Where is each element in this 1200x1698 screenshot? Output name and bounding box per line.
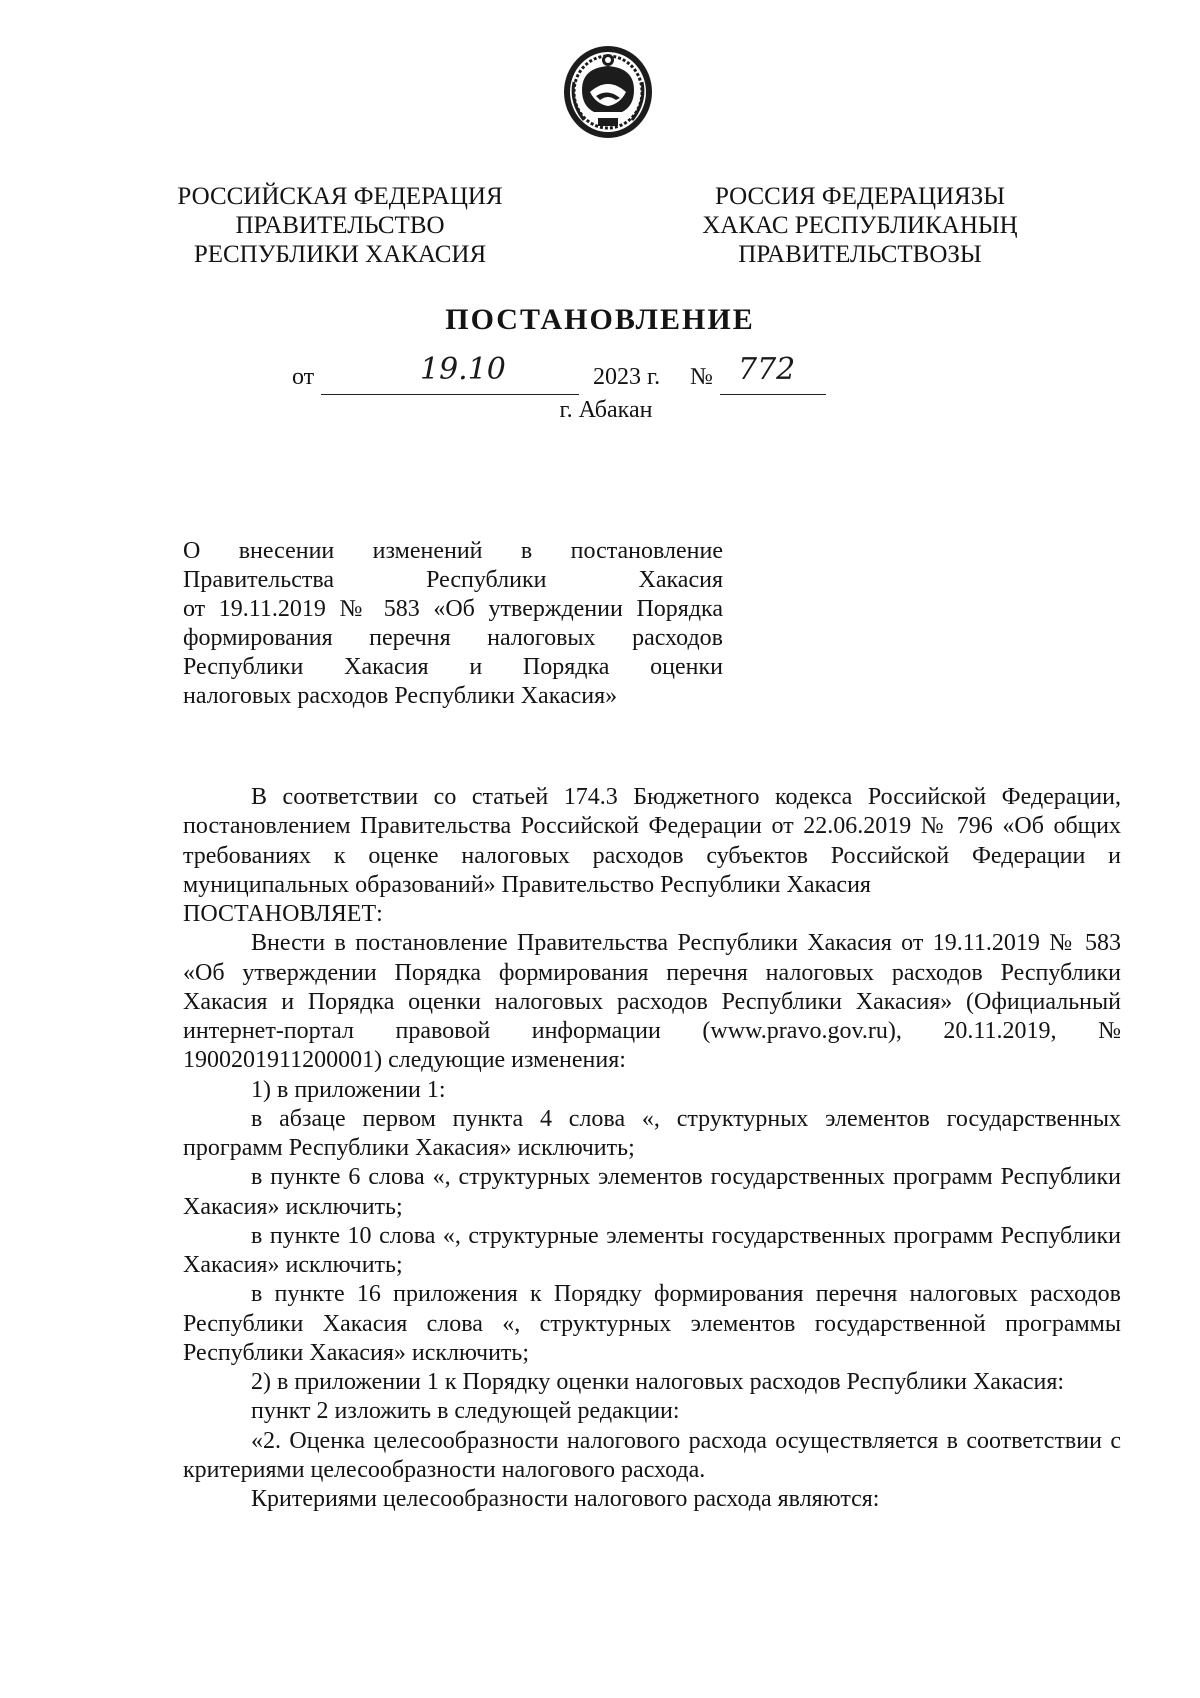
subject-line: от 19.11.2019 № 583 «Об утверждении Порядка (183, 596, 723, 622)
body-paragraph: пункт 2 изложить в следующей редакции: (251, 1398, 680, 1425)
subject-line: О внесении изменений в постановление (183, 538, 723, 564)
body-paragraph: в абзаце первом пункта 4 слова «, структурных элементов государственных программ Республики Хакасия» исключить; (183, 1105, 1121, 1161)
body-paragraph: в пункте 10 слова «, структурные элементы государственных программ Республики Хакасия» исключить; (183, 1222, 1121, 1278)
header-right-line: РОССИЯ ФЕДЕРАЦИЯЗЫ (714, 183, 1006, 210)
subject-line: Правительства Республики Хакасия (183, 567, 723, 593)
header-left-line: ПРАВИТЕЛЬСТВО (235, 212, 445, 239)
handwritten-number: 772 (738, 352, 796, 387)
subject-line: формирования перечня налоговых расходов (183, 625, 723, 651)
body-paragraph: в пункте 6 слова «, структурных элементов государственных программ Республики Хакасия» исключить; (183, 1164, 1121, 1220)
number-underline (720, 394, 826, 395)
body-paragraph: «2. Оценка целесообразности налогового расхода осуществляется в соответствии с критериями целесообразности налогового расхода. (183, 1427, 1121, 1483)
body-paragraph: Внести в постановление Правительства Республики Хакасия от 19.11.2019 № 583 «Об утверждении Порядка формирования перечня налоговых расходов Республики Хакасия и Порядка оценки налоговых расходов Республики Хакасия» (Официальный интернет-портал правовой информации (www.pravo.gov.ru), 20.11.2019, № 1900201911200001) следующие изменения: (183, 930, 1121, 1074)
body-paragraph: В соответствии со статьей 174.3 Бюджетного кодекса Российской Федерации, постановлением Правительства Российской Федерации от 22.06.2019 № 796 «Об общих требованиях к оценке налоговых расходов субъектов Российской Федерации и муниципальных образований» Правительство Республики Хакасия (183, 784, 1121, 898)
subject-line: налоговых расходов Республики Хакасия» (183, 683, 618, 709)
number-label: № (690, 364, 713, 390)
header-right-line: ПРАВИТЕЛЬСТВОЗЫ (738, 241, 982, 268)
body-paragraph: 1) в приложении 1: (251, 1076, 446, 1103)
date-underline (321, 394, 579, 395)
resolution-word: ПОСТАНОВЛЯЕТ: (183, 901, 383, 927)
header-right-block (660, 182, 1060, 269)
handwritten-date: 19.10 (420, 352, 506, 387)
body-paragraph: в пункте 16 приложения к Порядку формирования перечня налоговых расходов Республики Хакасия слова «, структурных элементов государственной программы Республики Хакасия» исключить; (183, 1281, 1121, 1366)
header-left-line: РОССИЙСКАЯ ФЕДЕРАЦИЯ (177, 183, 503, 210)
header-right-line: ХАКАС РЕСПУБЛИКАНЫҢ (702, 212, 1018, 239)
city-label: г. Абакан (559, 397, 653, 423)
coat-of-arms-emblem (560, 42, 656, 142)
from-label: от (292, 364, 315, 390)
body-paragraph: Критериями целесообразности налогового расхода являются: (251, 1486, 880, 1512)
year-label: 2023 г. (593, 364, 661, 390)
document-body (183, 783, 1121, 1514)
document-type-title: ПОСТАНОВЛЕНИЕ (445, 303, 755, 336)
header-left-block (150, 182, 530, 269)
subject-line: Республики Хакасия и Порядка оценки (183, 654, 723, 680)
body-paragraph: 2) в приложении 1 к Порядку оценки налоговых расходов Республики Хакасия: (251, 1369, 1065, 1395)
subject-block (183, 537, 723, 711)
header-left-line: РЕСПУБЛИКИ ХАКАСИЯ (193, 241, 487, 268)
